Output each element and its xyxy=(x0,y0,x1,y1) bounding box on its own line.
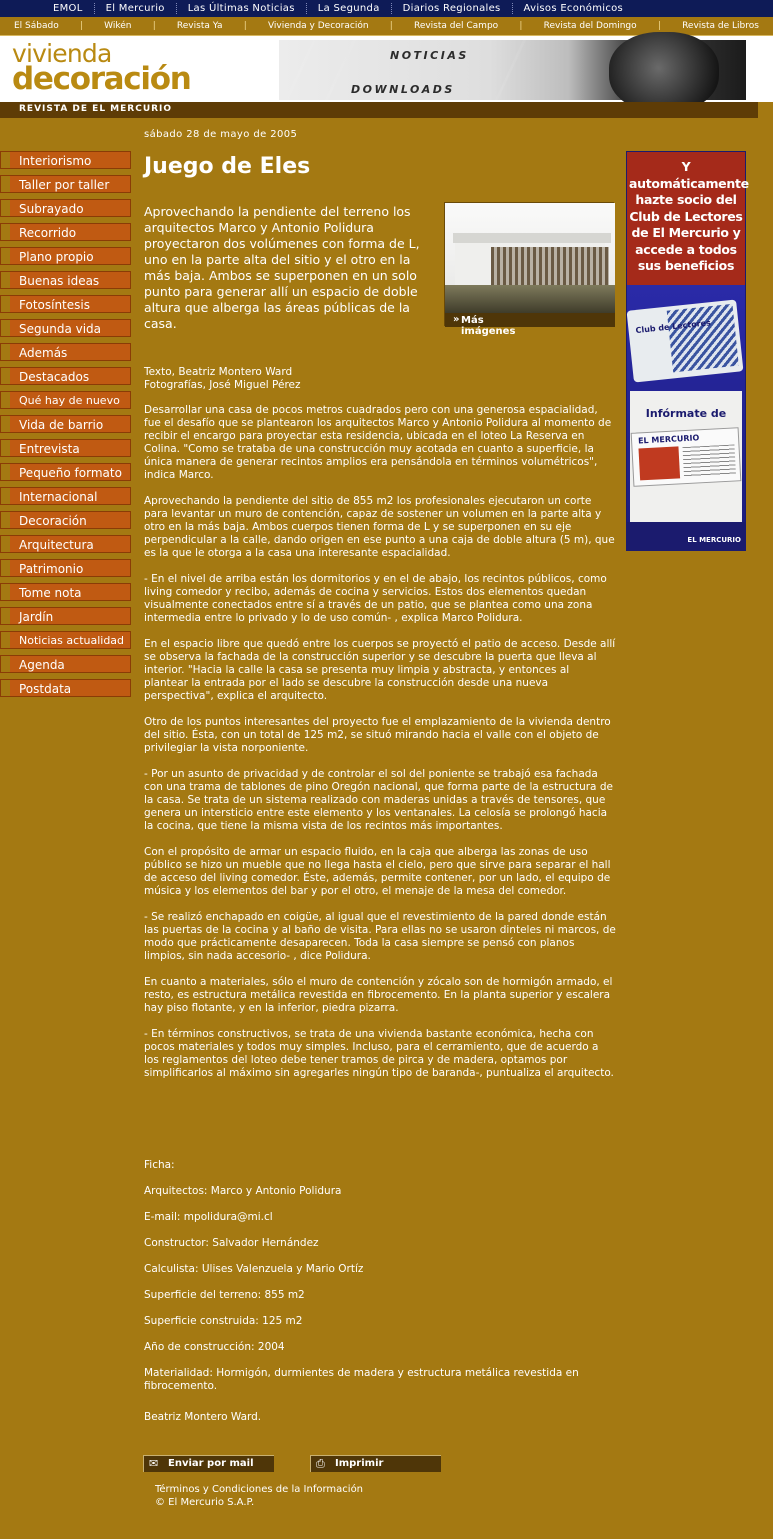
more-images-link[interactable] xyxy=(445,313,615,337)
tab-notch xyxy=(1,632,10,648)
article-lead: Aprovechando la pendiente del terreno los arquitectos Marco y Antonio Polidura proyectaron dos volúmenes con forma de L, uno en la parte alta del sitio y el otro en la más baja. Ambos se superponen en un solo punto para generar allí un espacio de doble altura que alberga las áreas públicas de la casa. xyxy=(144,204,420,331)
topnav-link[interactable]: La Segunda xyxy=(306,3,391,14)
newspaper-image xyxy=(631,427,742,487)
article-credits xyxy=(144,366,301,392)
tab-notch xyxy=(1,584,10,600)
sidebar-item-label: Tome nota xyxy=(19,586,82,600)
sidebar-item-fotosintesis[interactable] xyxy=(0,295,131,313)
sidebar-item-internacional[interactable] xyxy=(0,487,131,505)
tab-notch xyxy=(1,464,10,480)
print-label: Imprimir xyxy=(335,1458,384,1469)
article-date: sábado 28 de mayo de 2005 xyxy=(144,129,298,140)
subnav-separator: | xyxy=(152,21,156,31)
sidebar-item-label: Segunda vida xyxy=(19,322,102,336)
sidebar-item-label: Decoración xyxy=(19,514,87,528)
article-author: Beatriz Montero Ward. xyxy=(144,1411,262,1423)
subnav-link[interactable]: El Sábado xyxy=(14,21,59,31)
tab-notch xyxy=(1,512,10,528)
header-banner[interactable] xyxy=(279,40,746,100)
tab-notch xyxy=(1,392,10,408)
sidebar-item-destacados[interactable] xyxy=(0,367,131,385)
subnav-link[interactable]: Wikén xyxy=(104,21,132,31)
banner-downloads[interactable]: DOWNLOADS xyxy=(351,83,455,96)
printer-icon: ⎙ xyxy=(316,1457,325,1470)
ficha-line: Año de construcción: 2004 xyxy=(144,1341,285,1353)
credit-text: Texto, Beatriz Montero Ward xyxy=(144,366,293,378)
club-lectores-ad[interactable] xyxy=(626,151,749,551)
sidebar-item-label: Recorrido xyxy=(19,226,77,240)
page-footer xyxy=(155,1483,363,1509)
sidebar-item-tome-nota[interactable] xyxy=(0,583,131,601)
tab-notch xyxy=(1,320,10,336)
article-body xyxy=(144,404,616,1093)
tab-notch xyxy=(1,296,10,312)
subnav-link[interactable]: Revista de Libros xyxy=(682,21,759,31)
tab-notch xyxy=(1,416,10,432)
article-paragraph: Con el propósito de armar un espacio fluido, en la caja que alberga las zonas de uso público se hizo un mueble que no llega hasta el cielo, pero que sirve para separar el hall de acceso del living comedor. Éste, además, permite contener, por un lado, el equipo de música y los elementos del bar y por el otro, el menaje de la mesa del comedor. xyxy=(144,846,611,897)
ad-informate: Infórmate de xyxy=(645,407,727,420)
send-by-mail-button[interactable] xyxy=(143,1455,274,1472)
sidebar-item-recorrido[interactable] xyxy=(0,223,131,241)
article-paragraph: En cuanto a materiales, sólo el muro de contención y zócalo son de hormigón armado, el resto, es estructura metálica revestida en fibrocemento. En la planta superior y escalera hay piso flotante, y en la inferior, piedra pizarra. xyxy=(144,976,613,1014)
subnav-separator: | xyxy=(657,21,661,31)
sidebar-item-label: Destacados xyxy=(19,370,90,384)
sidebar-item-jardin[interactable] xyxy=(0,607,131,625)
sidebar-menu xyxy=(0,151,131,703)
article-photo[interactable] xyxy=(444,202,614,337)
subnav-separator: | xyxy=(243,21,247,31)
sidebar-item-ademas[interactable] xyxy=(0,343,131,361)
tab-notch xyxy=(1,656,10,672)
article-paragraph: Desarrollar una casa de pocos metros cuadrados pero con una generosa espacialidad, fue el desafío que se plantearon los arquitectos Marco y Antonio Polidura al momento de recibir el encargo para proyectar esta residencia, ubicada en el loteo La Reserva en Colina. "Como se trataba de una construcción muy acotada en cuanto a superficie, la única manera de generar recintos amplios era pensándola en términos volumétricos", indica Marco. xyxy=(144,404,612,481)
subnav-separator: | xyxy=(389,21,393,31)
sidebar-item-buenas-ideas[interactable] xyxy=(0,271,131,289)
logo-decoracion[interactable]: decoración xyxy=(12,61,191,97)
tab-notch xyxy=(1,608,10,624)
send-by-mail-label: Enviar por mail xyxy=(168,1458,254,1469)
revista-bar xyxy=(0,102,758,118)
sidebar-item-label: Noticias actualidad xyxy=(19,634,125,647)
sidebar-item-label: Subrayado xyxy=(19,202,84,216)
ficha-line: Calculista: Ulises Valenzuela y Mario Ortíz xyxy=(144,1263,364,1275)
ficha-line: Materialidad: Hormigón, durmientes de madera y estructura metálica revestida en fibrocemento. xyxy=(144,1367,579,1392)
club-card-title: Club de Lectores xyxy=(635,318,712,336)
sidebar-item-noticias-actualidad[interactable] xyxy=(0,631,131,649)
club-card-image xyxy=(627,299,744,382)
sidebar-item-label: Entrevista xyxy=(19,442,80,456)
tab-notch xyxy=(1,344,10,360)
sidebar-item-que-hay-de-nuevo[interactable] xyxy=(0,391,131,409)
sidebar-item-entrevista[interactable] xyxy=(0,439,131,457)
ficha-line: E-mail: mpolidura@mi.cl xyxy=(144,1211,273,1223)
banner-noticias[interactable]: NOTICIAS xyxy=(390,49,469,62)
sidebar-item-label: Internacional xyxy=(19,490,98,504)
article-title: Juego de Eles xyxy=(144,154,311,179)
subnav-link[interactable]: Revista del Domingo xyxy=(543,21,637,31)
sidebar-item-label: Arquitectura xyxy=(19,538,94,552)
copyright: © El Mercurio S.A.P. xyxy=(155,1497,255,1508)
tab-notch xyxy=(1,176,10,192)
envelope-icon: ✉ xyxy=(149,1457,159,1470)
tab-notch xyxy=(1,368,10,384)
tab-notch xyxy=(1,152,10,168)
ficha-line: Superficie del terreno: 855 m2 xyxy=(144,1289,305,1301)
sidebar-item-label: Pequeño formato xyxy=(19,466,122,480)
tab-notch xyxy=(1,560,10,576)
top-nav xyxy=(0,0,773,17)
banner-photo xyxy=(609,32,719,112)
article-paragraph: - En términos constructivos, se trata de una vivienda bastante económica, hecha con pocos materiales y todos muy simples. Incluso, para el cerramiento, que de acuerdo a los reglamentos del loteo debe tener tramos de pirca y de madera, optamos por simplificarlos al máximo sin agregarles ningún tipo de baranda-, puntualiza el arquitecto. xyxy=(144,1028,614,1079)
ad-headline: Y automáticamente hazte socio del Club de Lectores de El Mercurio y accede a todos sus beneficios xyxy=(629,159,749,273)
article-paragraph: En el espacio libre que quedó entre los cuerpos se proyectó el patio de acceso. Desde allí se observa la fachada de la construcción superior y se descubre la puerta que lleva al interior. "Hacia la calle la casa se presenta muy limpia y abstracta, y entonces al plantear la entrada por el lado se descubre la construcción desde una nueva perspectiva", explica el arquitecto. xyxy=(144,638,616,702)
ficha-line: Arquitectos: Marco y Antonio Polidura xyxy=(144,1185,342,1197)
subnav-link[interactable]: Revista del Campo xyxy=(413,21,499,31)
newspaper-title: EL MERCURIO xyxy=(637,433,700,446)
sidebar-item-label: Fotosíntesis xyxy=(19,298,90,312)
tab-notch xyxy=(1,272,10,288)
site-header xyxy=(0,36,773,102)
article-paragraph: - Por un asunto de privacidad y de controlar el sol del poniente se trabajó esa fachada con una trama de tablones de pino Oregón nacional, que forma parte de la estructura de la casa. Se trata de un sistema realizado con maderas unidas a través de tensores, que genera un intersticio entre este elemento y los ventanales. La celosía se prolongó hacia la cocina, que tiene la misma vista de los recintos más importantes. xyxy=(144,768,613,832)
sidebar-item-interiorismo[interactable] xyxy=(0,151,131,169)
topnav-link[interactable]: El Mercurio xyxy=(94,3,176,14)
ad-headline-box xyxy=(627,152,749,285)
article-paragraph: - En el nivel de arriba están los dormitorios y en el de abajo, los recintos públicos, como living comedor y recibo, además de cocina y servicios. Estos dos elementos quedan visualmente conectados entre sí a través de un patio, que se plantea como una zona intermedia entre lo privado y lo de uso común- , explica Marco Polidura. xyxy=(144,573,607,624)
article-ficha xyxy=(144,1159,616,1406)
topnav-link[interactable]: Diarios Regionales xyxy=(391,3,512,14)
topnav-link[interactable]: Avisos Económicos xyxy=(512,3,635,14)
sidebar-item-label: Qué hay de nuevo xyxy=(19,394,120,407)
more-images-label: » Más imágenes xyxy=(453,314,516,337)
revista-label: REVISTA DE EL MERCURIO xyxy=(19,104,173,114)
tab-notch xyxy=(1,680,10,696)
sidebar-item-taller[interactable] xyxy=(0,175,131,193)
sidebar-item-arquitectura[interactable] xyxy=(0,535,131,553)
sidebar-item-vida-de-barrio[interactable] xyxy=(0,415,131,433)
ad-footer xyxy=(627,522,745,550)
tab-notch xyxy=(1,440,10,456)
article-paragraph: - Se realizó enchapado en coigüe, al igual que el revestimiento de la pared donde están las puertas de la cocina y al baño de visita. Para ellas no se usaron dinteles ni marcos, de modo que prácticamente desaparecen. Toda la casa siempre se pensó con planos limpios, sin nada accesorio- , dice Polidura. xyxy=(144,911,616,962)
sidebar-item-label: Buenas ideas xyxy=(19,274,100,288)
subnav-separator: | xyxy=(79,21,83,31)
sidebar-item-label: Jardín xyxy=(19,610,54,624)
sidebar-item-decoracion[interactable] xyxy=(0,511,131,529)
subnav-link[interactable]: Revista Ya xyxy=(176,21,223,31)
sidebar-item-plano-propio[interactable] xyxy=(0,247,131,265)
ficha-line: Superficie construida: 125 m2 xyxy=(144,1315,303,1327)
article-paragraph: Otro de los puntos interesantes del proyecto fue el emplazamiento de la vivienda dentro del sitio. Ésta, con un total de 125 m2, se situó mirando hacia el valle con el objeto de privilegiar la vista norponiente. xyxy=(144,716,611,754)
article-paragraph: Aprovechando la pendiente del sitio de 855 m2 los profesionales ejecutaron un corte para levantar un muro de contención, capaz de sostener un volumen en la parte alta y otro en la más baja. Ambos cuerpos tienen forma de L y se superponen en su eje perpendicular a la calle, dando origen en ese punto a una caja de doble altura (5 m), que es la que le otorga a la casa una interesante espacialidad. xyxy=(144,495,615,559)
sidebar-item-label: Plano propio xyxy=(19,250,94,264)
ficha-line: Ficha: xyxy=(144,1159,175,1171)
topnav-link[interactable]: Las Últimas Noticias xyxy=(176,3,306,14)
sidebar-item-label: Postdata xyxy=(19,682,72,696)
terms-link[interactable]: Términos y Condiciones de la Información xyxy=(155,1484,364,1495)
topnav-link[interactable]: EMOL xyxy=(53,3,83,14)
sidebar-item-agenda[interactable] xyxy=(0,655,131,673)
tab-notch xyxy=(1,488,10,504)
tab-notch xyxy=(1,536,10,552)
tab-notch xyxy=(1,224,10,240)
sidebar-item-label: Patrimonio xyxy=(19,562,84,576)
el-mercurio-logo: EL MERCURIO xyxy=(687,536,741,544)
sidebar-item-segunda-vida[interactable] xyxy=(0,319,131,337)
sidebar-item-label: Además xyxy=(19,346,68,360)
tab-notch xyxy=(1,200,10,216)
subnav-link[interactable]: Vivienda y Decoración xyxy=(267,21,369,31)
sidebar-item-label: Agenda xyxy=(19,658,65,672)
subnav-separator: | xyxy=(519,21,523,31)
sidebar-item-label: Vida de barrio xyxy=(19,418,104,432)
sidebar-item-postdata[interactable] xyxy=(0,679,131,697)
print-button[interactable] xyxy=(310,1455,441,1472)
logo-vivienda[interactable]: vivienda xyxy=(12,39,112,68)
sidebar-item-pequeno-formato[interactable] xyxy=(0,463,131,481)
sidebar-item-patrimonio[interactable] xyxy=(0,559,131,577)
sidebar-item-label: Interiorismo xyxy=(19,154,92,168)
tab-notch xyxy=(1,248,10,264)
credit-photo: Fotografías, José Miguel Pérez xyxy=(144,379,301,391)
sidebar-item-subrayado[interactable] xyxy=(0,199,131,217)
ficha-line: Constructor: Salvador Hernández xyxy=(144,1237,319,1249)
sidebar-item-label: Taller por taller xyxy=(19,178,110,192)
